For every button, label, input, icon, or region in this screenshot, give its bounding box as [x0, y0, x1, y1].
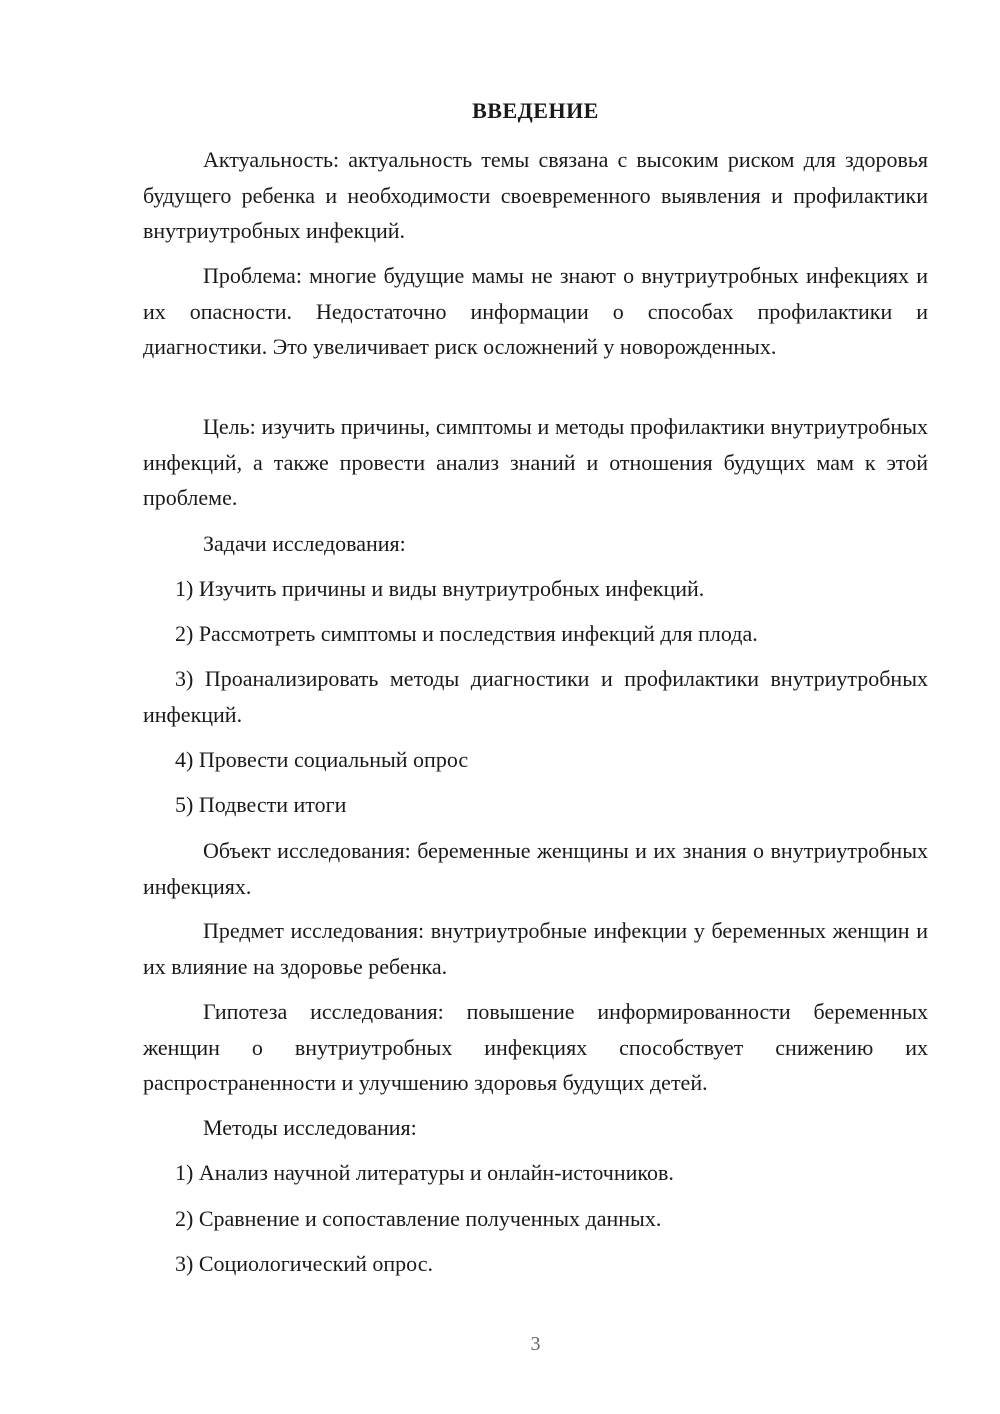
paragraph-subject: Предмет исследования: внутриутробные инфекции у беременных женщин и их влияние на здоровье ребенка. [143, 918, 928, 979]
page-title: ВВЕДЕНИЕ [472, 98, 599, 123]
paragraph-hypothesis: Гипотеза исследования: повышение информированности беременных женщин о внутриутробных инфекциях способствует снижению их распространенности и улучшению здоровья будущих детей. [143, 999, 928, 1095]
method-item: 2) Сравнение и сопоставление полученных данных. [175, 1206, 662, 1231]
task-item: 4) Провести социальный опрос [175, 747, 469, 772]
paragraph-relevance: Актуальность: актуальность темы связана с высоким риском для здоровья будущего ребенка и необходимости своевременного выявления и профилактики внутриутробных инфекций. [143, 147, 928, 243]
tasks-heading: Задачи исследования: [203, 531, 406, 556]
task-item: 3) Проанализировать методы диагностики и профилактики внутриутробных инфекций. [143, 666, 928, 727]
method-item: 3) Социологический опрос. [175, 1251, 433, 1276]
paragraph-goal: Цель: изучить причины, симптомы и методы профилактики внутриутробных инфекций, а также провести анализ знаний и отношения будущих мам к этой проблеме. [143, 414, 928, 510]
task-item: 2) Рассмотреть симптомы и последствия инфекций для плода. [175, 621, 758, 646]
paragraph-object: Объект исследования: беременные женщины и их знания о внутриутробных инфекциях. [143, 838, 928, 899]
task-item: 1) Изучить причины и виды внутриутробных инфекций. [175, 576, 705, 601]
paragraph-problem: Проблема: многие будущие мамы не знают о внутриутробных инфекциях и их опасности. Недостаточно информации о способах профилактики и диагностики. Это увеличивает риск осложнений у новорожденных. [143, 263, 928, 359]
methods-heading: Методы исследования: [203, 1115, 417, 1140]
page-number: 3 [530, 1333, 541, 1355]
task-item: 5) Подвести итоги [175, 792, 347, 817]
method-item: 1) Анализ научной литературы и онлайн-источников. [175, 1160, 674, 1185]
document-page [143, 0, 928, 1414]
